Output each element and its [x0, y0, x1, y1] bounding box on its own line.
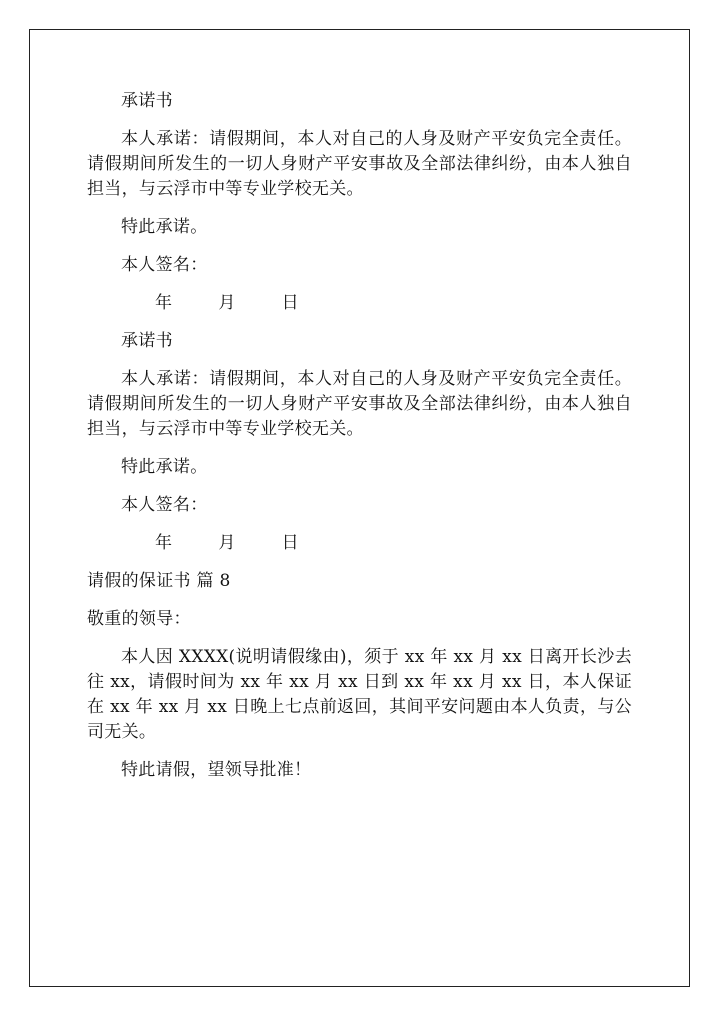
date-day: 日	[281, 293, 299, 313]
section-heading: 请假的保证书 篇 8	[87, 571, 231, 591]
date-year: 年	[155, 293, 173, 313]
pledge-title: 承诺书	[121, 91, 173, 111]
pledge-closing: 特此承诺。	[121, 217, 208, 237]
salutation: 敬重的领导：	[87, 609, 191, 629]
pledge-title: 承诺书	[121, 331, 173, 351]
leave-request-closing: 特此请假，望领导批准！	[121, 760, 312, 780]
signature-label: 本人签名：	[121, 255, 208, 275]
date-line	[87, 291, 632, 316]
date-month: 月	[218, 533, 236, 553]
date-month: 月	[218, 293, 236, 313]
date-year: 年	[155, 533, 173, 553]
pledge-body: 本人承诺：请假期间，本人对自己的人身及财产平安负完全责任。请假期间所发生的一切人身财产平安事故及全部法律纠纷，由本人独自担当，与云浮市中等专业学校无关。	[87, 129, 632, 199]
signature-label: 本人签名：	[121, 495, 208, 515]
document-content	[87, 89, 632, 796]
date-day: 日	[281, 533, 299, 553]
pledge-body: 本人承诺：请假期间，本人对自己的人身及财产平安负完全责任。请假期间所发生的一切人身财产平安事故及全部法律纠纷，由本人独自担当，与云浮市中等专业学校无关。	[87, 369, 632, 439]
date-line	[87, 531, 632, 556]
pledge-closing: 特此承诺。	[121, 457, 208, 477]
leave-request-body: 本人因 XXXX(说明请假缘由)，须于 xx 年 xx 月 xx 日离开长沙去往 xx，请假时间为 xx 年 xx 月 xx 日到 xx 年 xx 月 xx 日，本人保证在 xx 年 xx 月 xx 日晚上七点前返回，其间平安问题由本人负责，与公司无关。	[87, 647, 632, 742]
